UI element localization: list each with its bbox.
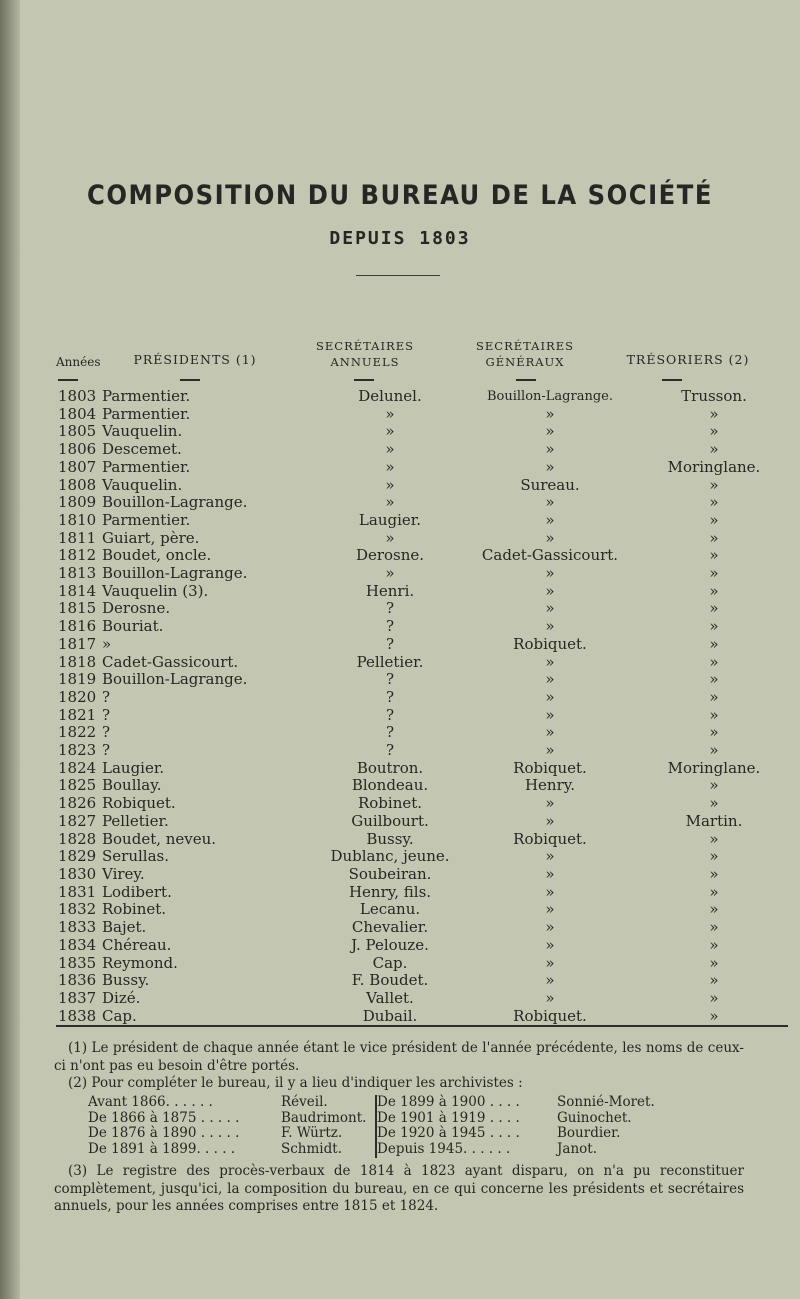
row-secretaire-general: » <box>545 493 555 512</box>
row-secretaire-general: » <box>545 652 555 671</box>
table-row <box>58 919 794 937</box>
table-row <box>58 866 794 884</box>
row-year: 1810 <box>58 510 97 529</box>
row-secretaire-general: » <box>545 404 555 423</box>
row-secretaire-annuel: ? <box>385 705 395 724</box>
row-secretaire-annuel: Robinet. <box>357 794 423 813</box>
row-tresorier: » <box>709 652 719 671</box>
header-secretaires-annuels-2: ANNUELS <box>330 355 400 369</box>
row-secretaire-general: » <box>545 705 555 724</box>
archiviste-period: De 1920 à 1945 . . . . <box>376 1126 557 1142</box>
row-tresorier: » <box>709 864 719 883</box>
row-tresorier: » <box>709 935 719 954</box>
row-president: Vauquelin (3). <box>102 581 209 600</box>
row-year: 1833 <box>58 918 97 937</box>
row-secretaire-general: Robiquet. <box>513 634 587 653</box>
row-year: 1806 <box>58 440 97 459</box>
row-secretaire-annuel: Pelletier. <box>356 652 424 671</box>
row-president: Boullay. <box>102 776 162 795</box>
row-year: 1836 <box>58 971 97 990</box>
archiviste-period: De 1899 à 1900 . . . . <box>376 1095 557 1111</box>
table-row <box>58 512 794 530</box>
row-secretaire-general: Robiquet. <box>513 758 587 777</box>
footnote-2: (2) Pour compléter le bureau, il y a lieu d'indiquer les archivistes : <box>68 1075 523 1091</box>
archiviste-name: Guinochet. <box>557 1109 632 1126</box>
row-secretaire-general: » <box>545 935 555 954</box>
row-tresorier: » <box>709 528 719 547</box>
row-president: Guiart, père. <box>102 528 200 547</box>
row-year: 1834 <box>58 935 97 954</box>
row-tresorier: » <box>709 829 719 848</box>
row-tresorier: » <box>709 475 719 494</box>
row-secretaire-annuel: » <box>385 404 395 423</box>
row-year: 1826 <box>58 794 97 813</box>
row-tresorier: » <box>709 794 719 813</box>
row-year: 1827 <box>58 811 97 830</box>
row-secretaire-general: » <box>545 794 555 813</box>
row-secretaire-general: » <box>545 882 555 901</box>
row-secretaire-general: » <box>545 422 555 441</box>
row-secretaire-annuel: ? <box>385 723 395 742</box>
row-tresorier: Trusson. <box>681 387 747 405</box>
row-tresorier: » <box>709 971 719 990</box>
row-secretaire-annuel: » <box>385 528 395 547</box>
page-subtitle: DEPUIS 1803 <box>329 228 471 249</box>
row-year: 1830 <box>58 864 97 883</box>
row-secretaire-annuel: Derosne. <box>355 546 425 565</box>
row-secretaire-general: Cadet-Gassicourt. <box>481 546 619 565</box>
table-bottom-rule <box>56 1025 788 1027</box>
row-secretaire-annuel: Delunel. <box>358 387 422 405</box>
table-row <box>58 848 794 866</box>
archiviste-period: De 1901 à 1919 . . . . <box>376 1111 557 1127</box>
row-tresorier: » <box>709 847 719 866</box>
row-secretaire-general: » <box>545 900 555 919</box>
table-row <box>58 530 794 548</box>
archiviste-period: De 1866 à 1875 . . . . . <box>88 1109 240 1126</box>
header-tresoriers: TRÉSORIERS (2) <box>626 352 750 367</box>
row-year: 1828 <box>58 829 97 848</box>
row-president: ? <box>102 687 111 706</box>
table-row <box>58 972 794 990</box>
row-tresorier: » <box>709 953 719 972</box>
archiviste-row <box>88 1126 677 1142</box>
row-year: 1816 <box>58 617 97 636</box>
row-president: Derosne. <box>102 599 171 618</box>
header-dash <box>58 379 78 381</box>
row-year: 1824 <box>58 758 97 777</box>
row-president: Bajet. <box>102 918 147 937</box>
row-president: Bouillon-Lagrange. <box>102 564 248 583</box>
header-secretaires-annuels-1: SECRÉTAIRES <box>316 339 414 353</box>
table-row <box>58 813 794 831</box>
archiviste-row <box>88 1111 677 1127</box>
archiviste-name: Janot. <box>557 1141 597 1158</box>
archiviste-row <box>88 1142 677 1158</box>
row-secretaire-general: Bouillon-Lagrange. <box>486 389 613 404</box>
table-row <box>58 583 794 601</box>
row-year: 1837 <box>58 988 97 1007</box>
row-president: Bouillon-Lagrange. <box>102 670 248 689</box>
table-row <box>58 654 794 672</box>
row-president: ? <box>102 705 111 724</box>
row-year: 1809 <box>58 493 97 512</box>
row-president: Reymond. <box>102 953 178 972</box>
row-year: 1812 <box>58 546 97 565</box>
row-president: Robinet. <box>102 900 167 919</box>
row-secretaire-annuel: Henry, fils. <box>348 882 432 901</box>
row-tresorier: » <box>709 741 719 760</box>
row-year: 1822 <box>58 723 97 742</box>
row-tresorier: » <box>709 404 719 423</box>
table-row <box>58 795 794 813</box>
table-row <box>58 742 794 760</box>
row-year: 1825 <box>58 776 97 795</box>
table-row <box>58 671 794 689</box>
row-tresorier: » <box>709 440 719 459</box>
row-secretaire-general: » <box>545 528 555 547</box>
row-president: » <box>102 634 112 653</box>
table-row <box>58 724 794 742</box>
archiviste-row <box>88 1095 677 1111</box>
row-secretaire-annuel: Dublanc, jeune. <box>330 847 450 866</box>
table-row <box>58 990 794 1008</box>
row-year: 1808 <box>58 475 97 494</box>
archiviste-period: Avant 1866. . . . . . <box>88 1094 213 1110</box>
row-secretaire-general: » <box>545 670 555 689</box>
row-secretaire-general: » <box>545 971 555 990</box>
row-secretaire-annuel: Soubeiran. <box>348 864 432 883</box>
table-row <box>58 459 794 477</box>
row-secretaire-general: » <box>545 687 555 706</box>
row-secretaire-annuel: Vallet. <box>366 988 414 1007</box>
row-secretaire-annuel: ? <box>385 634 395 653</box>
row-tresorier: » <box>709 617 719 636</box>
row-president: Dizé. <box>102 988 141 1007</box>
row-year: 1823 <box>58 741 97 760</box>
row-year: 1804 <box>58 404 97 423</box>
footnote-3: (3) Le registre des procès-verbaux de 1814 à 1823 ayant disparu, on n'a pu reconstituer complètement, jusqu'ici, la composition du bureau, en ce qui concerne les présidents et secrétaires annuels, pour les années comprises entre 1815 et 1824. <box>54 1163 744 1215</box>
header-dash <box>516 379 536 381</box>
table-row <box>58 547 794 565</box>
row-tresorier: » <box>709 723 719 742</box>
table-row <box>58 707 794 725</box>
row-secretaire-general: » <box>545 741 555 760</box>
row-year: 1820 <box>58 687 97 706</box>
row-president: Pelletier. <box>102 811 169 830</box>
row-tresorier: » <box>709 422 719 441</box>
row-year: 1829 <box>58 847 97 866</box>
row-secretaire-annuel: » <box>385 457 395 476</box>
header-years: Années <box>56 355 101 369</box>
row-secretaire-general: » <box>545 918 555 937</box>
archiviste-name: Schmidt. <box>281 1141 342 1158</box>
table-row <box>58 565 794 583</box>
row-year: 1832 <box>58 900 97 919</box>
row-secretaire-general: » <box>545 510 555 529</box>
row-secretaire-annuel: J. Pelouze. <box>351 935 429 954</box>
row-secretaire-annuel: ? <box>385 670 395 689</box>
row-secretaire-annuel: ? <box>385 687 395 706</box>
row-secretaire-general: » <box>545 457 555 476</box>
row-secretaire-annuel: Dubail. <box>362 1006 418 1025</box>
row-tresorier: » <box>709 670 719 689</box>
table-row <box>58 1008 794 1026</box>
table-row <box>58 901 794 919</box>
table-row <box>58 777 794 795</box>
row-secretaire-general: Sureau. <box>520 475 580 494</box>
row-secretaire-annuel: F. Boudet. <box>351 971 429 990</box>
row-president: Robiquet. <box>102 794 176 813</box>
row-president: Bussy. <box>102 971 150 990</box>
row-year: 1819 <box>58 670 97 689</box>
row-president: Bouriat. <box>102 617 164 636</box>
row-tresorier: » <box>709 687 719 706</box>
footnote-1: (1) Le président de chaque année étant le vice président de l'année précédente, les noms de ceux-ci n'ont pas eu besoin d'être portés. <box>54 1040 744 1074</box>
row-tresorier: » <box>709 546 719 565</box>
row-secretaire-general: Robiquet. <box>513 829 587 848</box>
header-presidents: PRÉSIDENTS (1) <box>133 352 257 367</box>
row-secretaire-annuel: ? <box>385 617 395 636</box>
row-tresorier: » <box>709 1006 719 1025</box>
table-row <box>58 406 794 424</box>
row-secretaire-general: » <box>545 847 555 866</box>
row-president: Cap. <box>102 1006 137 1025</box>
row-secretaire-general: » <box>545 864 555 883</box>
header-dash <box>662 379 682 381</box>
title-divider <box>356 275 440 276</box>
archiviste-period: De 1876 à 1890 . . . . . <box>88 1125 240 1142</box>
row-president: Boudet, oncle. <box>102 546 212 565</box>
row-tresorier: » <box>709 776 719 795</box>
row-president: ? <box>102 741 111 760</box>
row-secretaire-general: » <box>545 723 555 742</box>
row-tresorier: Martin. <box>685 811 743 830</box>
table-row <box>58 618 794 636</box>
row-secretaire-annuel: » <box>385 475 395 494</box>
archiviste-name: F. Würtz. <box>281 1125 343 1142</box>
row-secretaire-annuel: » <box>385 440 395 459</box>
row-tresorier: » <box>709 918 719 937</box>
table-row <box>58 831 794 849</box>
header-secretaires-generaux-1: SECRÉTAIRES <box>476 339 574 353</box>
table-row <box>58 423 794 441</box>
row-secretaire-annuel: Laugier. <box>358 510 422 529</box>
row-tresorier: » <box>709 634 719 653</box>
row-secretaire-general: » <box>545 564 555 583</box>
row-secretaire-annuel: Blondeau. <box>351 776 429 795</box>
row-year: 1838 <box>58 1006 97 1025</box>
row-year: 1831 <box>58 882 97 901</box>
row-president: Vauquelin. <box>102 475 183 494</box>
row-president: Parmentier. <box>102 404 191 423</box>
row-president: Lodibert. <box>102 882 172 901</box>
row-tresorier: » <box>709 882 719 901</box>
row-tresorier: » <box>709 900 719 919</box>
table-row <box>58 689 794 707</box>
row-year: 1818 <box>58 652 97 671</box>
archiviste-name: Réveil. <box>281 1094 328 1110</box>
bureau-table <box>58 388 794 1025</box>
row-tresorier: » <box>709 705 719 724</box>
row-year: 1805 <box>58 422 97 441</box>
row-president: Laugier. <box>102 758 165 777</box>
row-secretaire-general: » <box>545 988 555 1007</box>
row-tresorier: » <box>709 581 719 600</box>
table-row <box>58 760 794 778</box>
row-secretaire-annuel: Guilbourt. <box>351 811 429 830</box>
row-president: Parmentier. <box>102 510 191 529</box>
page-title: COMPOSITION DU BUREAU DE LA SOCIÉTÉ <box>87 180 713 211</box>
row-secretaire-annuel: ? <box>385 741 395 760</box>
row-year: 1817 <box>58 634 97 653</box>
row-secretaire-annuel: Boutron. <box>356 758 424 777</box>
table-row <box>58 955 794 973</box>
table-row <box>58 494 794 512</box>
row-secretaire-annuel: » <box>385 422 395 441</box>
row-president: Parmentier. <box>102 457 191 476</box>
row-secretaire-general: Robiquet. <box>513 1006 587 1025</box>
row-year: 1813 <box>58 564 97 583</box>
row-secretaire-general: » <box>545 617 555 636</box>
row-tresorier: Moringlane. <box>667 457 761 476</box>
row-secretaire-general: » <box>545 581 555 600</box>
row-secretaire-annuel: ? <box>385 599 395 618</box>
row-secretaire-annuel: » <box>385 493 395 512</box>
table-row <box>58 441 794 459</box>
table-row <box>58 937 794 955</box>
row-year: 1807 <box>58 457 97 476</box>
row-year: 1835 <box>58 953 97 972</box>
row-president: Vauquelin. <box>102 422 183 441</box>
table-row <box>58 636 794 654</box>
row-year: 1814 <box>58 581 97 600</box>
row-year: 1815 <box>58 599 97 618</box>
row-secretaire-annuel: Chevalier. <box>351 918 429 937</box>
archivistes-table <box>88 1095 677 1158</box>
row-year: 1803 <box>58 387 97 405</box>
archiviste-period: Depuis 1945. . . . . . <box>376 1142 557 1158</box>
archiviste-name: Bourdier. <box>557 1125 621 1142</box>
table-row <box>58 477 794 495</box>
archiviste-name: Baudrimont. <box>281 1109 367 1126</box>
row-president: Boudet, neveu. <box>102 829 217 848</box>
row-president: Serullas. <box>102 847 169 866</box>
table-row <box>58 884 794 902</box>
row-president: ? <box>102 723 111 742</box>
archiviste-period: De 1891 à 1899. . . . . <box>88 1141 236 1158</box>
row-tresorier: » <box>709 493 719 512</box>
row-president: Parmentier. <box>102 387 191 405</box>
row-tresorier: » <box>709 510 719 529</box>
row-secretaire-general: » <box>545 811 555 830</box>
row-secretaire-general: » <box>545 440 555 459</box>
row-secretaire-general: » <box>545 953 555 972</box>
row-tresorier: Moringlane. <box>667 758 761 777</box>
row-secretaire-annuel: » <box>385 564 395 583</box>
row-president: Cadet-Gassicourt. <box>102 652 239 671</box>
table-row <box>58 388 794 406</box>
row-president: Descemet. <box>102 440 182 459</box>
header-secretaires-generaux-2: GÉNÉRAUX <box>485 355 565 369</box>
row-secretaire-general: Henry. <box>524 776 576 795</box>
row-year: 1811 <box>58 528 97 547</box>
row-president: Bouillon-Lagrange. <box>102 493 248 512</box>
header-dash <box>180 379 200 381</box>
row-secretaire-annuel: Henri. <box>365 581 415 600</box>
row-president: Virey. <box>102 864 145 883</box>
row-president: Chéreau. <box>102 935 172 954</box>
row-tresorier: » <box>709 564 719 583</box>
table-row <box>58 600 794 618</box>
header-dash <box>354 379 374 381</box>
row-tresorier: » <box>709 599 719 618</box>
row-secretaire-annuel: Cap. <box>372 953 408 972</box>
row-tresorier: » <box>709 988 719 1007</box>
archiviste-name: Sonnié-Moret. <box>557 1094 655 1110</box>
row-secretaire-annuel: Bussy. <box>366 829 414 848</box>
row-secretaire-general: » <box>545 599 555 618</box>
row-year: 1821 <box>58 705 97 724</box>
row-secretaire-annuel: Lecanu. <box>359 900 421 919</box>
